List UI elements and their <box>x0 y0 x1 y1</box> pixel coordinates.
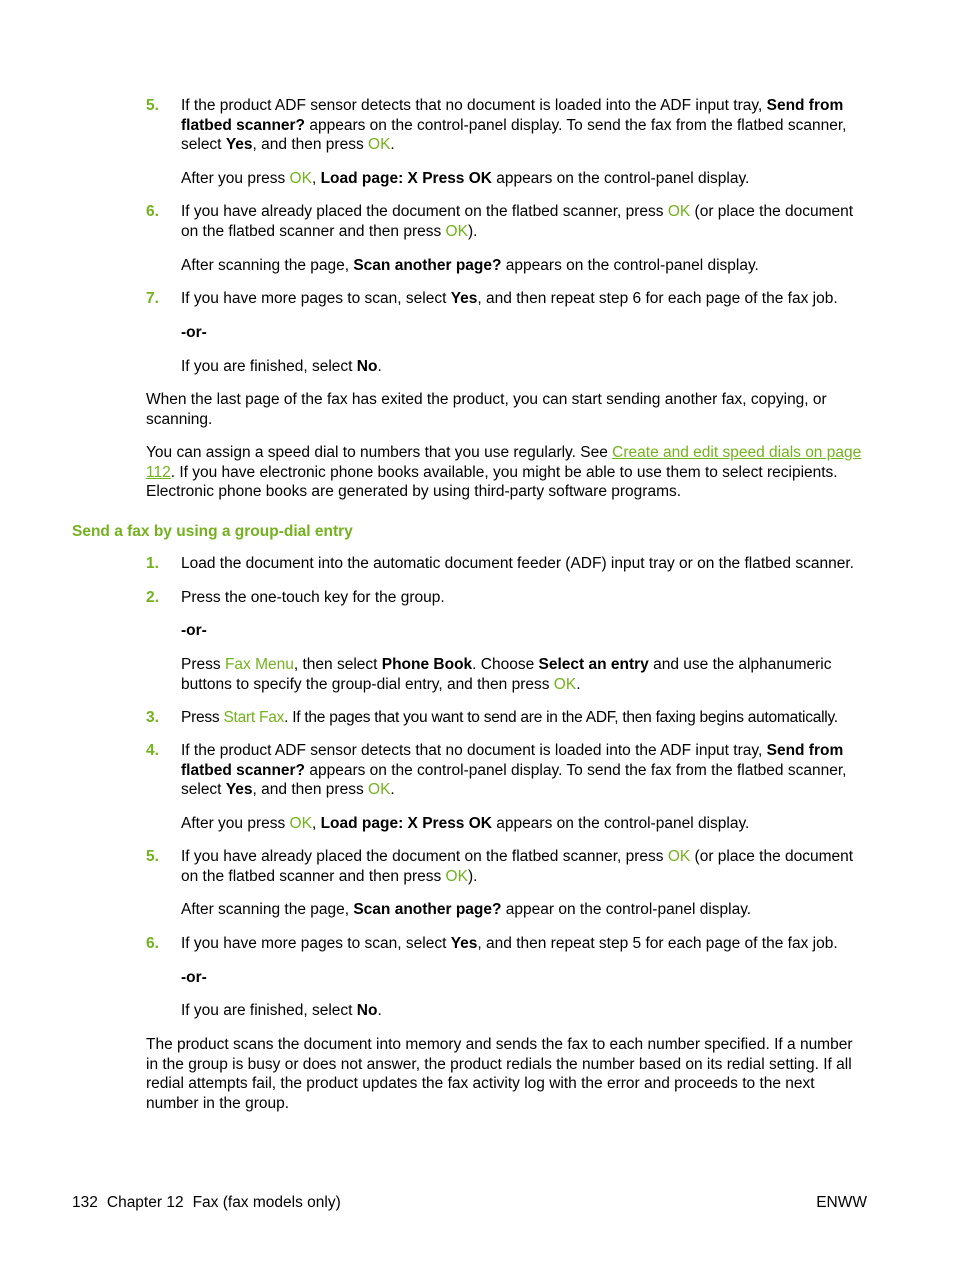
step-text: If you have already placed the document on the flatbed scanner, press OK (or place the document on the flatbed scanner and then press OK). <box>181 203 854 240</box>
step-7-finish: If you are finished, select No. <box>181 358 382 375</box>
ok-button-label: OK <box>289 170 312 187</box>
speed-dial-link[interactable]: Create and edit speed dials on page 112 <box>146 444 862 481</box>
step-text: Press the one-touch key for the group. <box>181 589 445 606</box>
ok-button-label: OK <box>289 815 312 832</box>
chapter-label: Chapter 12 <box>106 1194 184 1211</box>
step-text: If you have already placed the document on the flatbed scanner, press OK (or place the document on the flatbed scanner and then press OK). <box>181 848 854 885</box>
page-footer <box>72 1193 350 1213</box>
step-number: 6. <box>146 935 159 952</box>
ok-button-label: OK <box>445 222 468 240</box>
body-paragraph: When the last page of the fax has exited the product, you can start sending another fax, copying, or scanning. <box>146 391 827 428</box>
section-heading: Send a fax by using a group-dial entry <box>72 523 353 540</box>
ok-button-label: OK <box>667 848 691 865</box>
step-number: 4. <box>146 742 159 759</box>
step-5b-note: After scanning the page, Scan another page? appear on the control-panel display. <box>181 901 752 918</box>
ok-button-label: OK <box>368 781 391 798</box>
step-text: If the product ADF sensor detects that no document is loaded into the ADF input tray, Send from flatbed scanner? appears on the control-panel display. To send the fax from the flatbed scanner, select Yes, and then press OK. <box>181 97 847 153</box>
step-text: If you have more pages to scan, select Yes, and then repeat step 6 for each page of the fax job. <box>181 290 838 307</box>
step-6b-finish: If you are finished, select No. <box>181 1002 382 1019</box>
step-4-note: After you press OK, Load page: X Press OK appears on the control-panel display. <box>181 815 750 832</box>
fax-menu-button-label: Fax Menu <box>224 656 294 673</box>
ok-button-label: OK <box>445 867 468 885</box>
step-number: 6. <box>146 203 159 220</box>
ok-button-label: OK <box>553 675 577 693</box>
chapter-title: Fax (fax models only) <box>192 1194 341 1211</box>
step-5-note: After you press OK, Load page: X Press OK appears on the control-panel display. <box>181 170 750 187</box>
step-text: Load the document into the automatic document feeder (ADF) input tray or on the flatbed scanner. <box>181 555 854 572</box>
or-separator: -or- <box>181 969 207 986</box>
footer-brand: ENWW <box>816 1194 867 1211</box>
step-number: 7. <box>146 290 159 307</box>
step-2-alternative: Press Fax Menu, then select Phone Book. Choose Select an entry and use the alphanumeric buttons to specify the group-dial entry, and then press OK. <box>181 656 832 693</box>
ok-button-label: OK <box>368 136 391 153</box>
speed-dial-paragraph: You can assign a speed dial to numbers that you use regularly. See Create and edit speed dials on page 112. If you have electronic phone books available, you might be able to use them to select recipients. Electronic phone books are generated by using third-party software programs. <box>146 444 862 500</box>
body-paragraph: The product scans the document into memory and sends the fax to each number specified. If a number in the group is busy or does not answer, the product redials the number based on its redial setting. If all redial attempts fail, the product updates the fax activity log with the error and proceeds to the next number in the group. <box>146 1036 853 1112</box>
step-number: 5. <box>146 97 159 114</box>
or-separator: -or- <box>181 324 207 341</box>
start-fax-button-label: Start Fax <box>223 709 285 726</box>
step-number: 3. <box>146 709 159 726</box>
or-separator: -or- <box>181 622 207 639</box>
step-number: 1. <box>146 555 159 572</box>
page-number: 132 <box>72 1194 98 1211</box>
ok-button-label: OK <box>667 203 691 220</box>
step-number: 5. <box>146 848 159 865</box>
step-number: 2. <box>146 589 159 606</box>
step-6-note: After scanning the page, Scan another page? appears on the control-panel display. <box>181 257 759 274</box>
step-text: If the product ADF sensor detects that no document is loaded into the ADF input tray, Send from flatbed scanner? appears on the control-panel display. To send the fax from the flatbed scanner, select Yes, and then press OK. <box>181 742 847 798</box>
step-text: Press Start Fax. If the pages that you want to send are in the ADF, then faxing begins automatically. <box>181 709 838 726</box>
step-text: If you have more pages to scan, select Yes, and then repeat step 5 for each page of the fax job. <box>181 935 838 952</box>
